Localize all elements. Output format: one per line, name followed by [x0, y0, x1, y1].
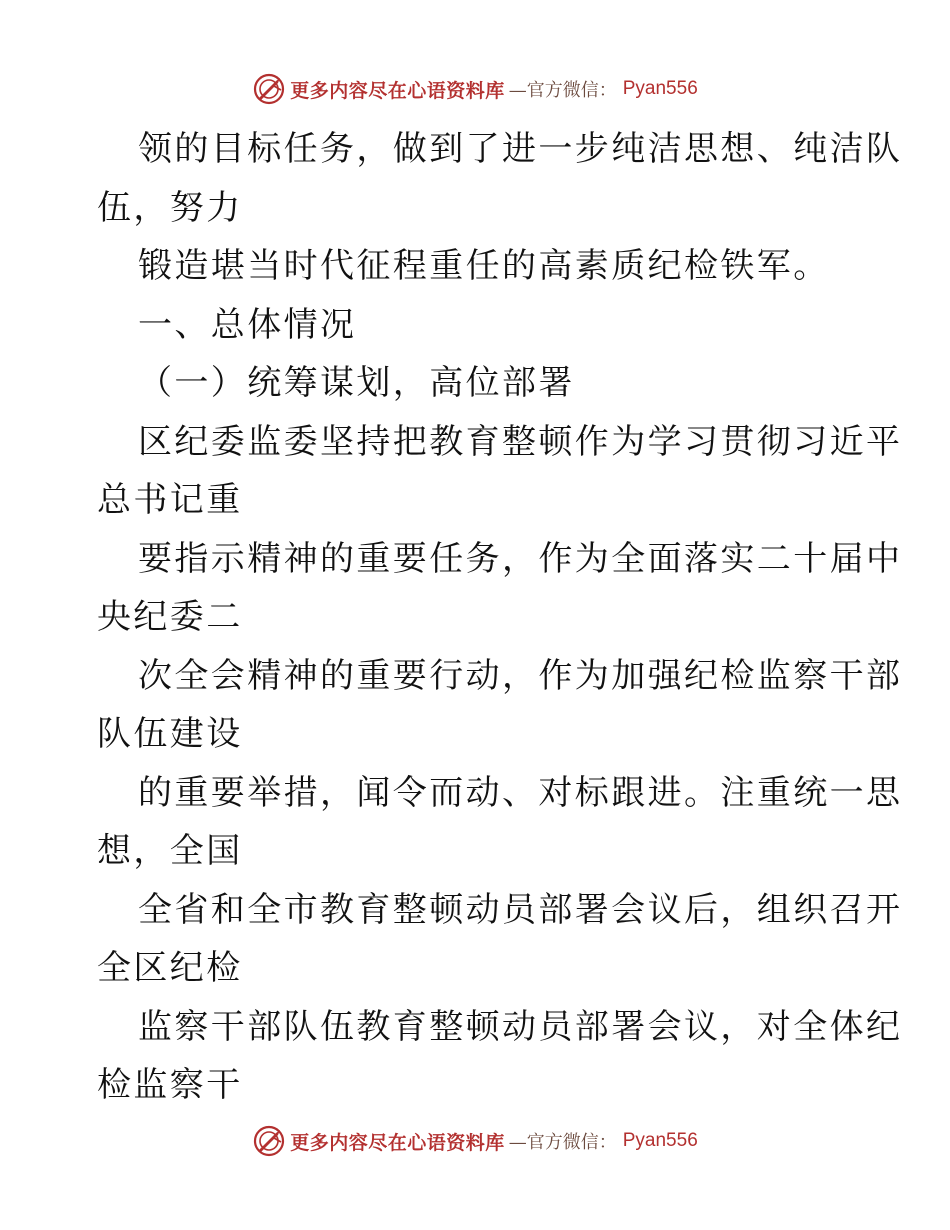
body-line: 的重要举措，闻令而动、对标跟进。注重统一思 [138, 772, 903, 813]
header-banner [0, 72, 950, 106]
body-line: 次全会精神的重要行动，作为加强纪检监察干部 [138, 655, 903, 696]
logo-icon [252, 1124, 286, 1158]
header-wechat-id: Pyan556 [622, 78, 698, 99]
body-line: 伍，努力 [97, 187, 243, 228]
logo-icon [252, 72, 286, 106]
footer-banner-dash: —官方微信： [508, 1132, 617, 1153]
footer-wechat-id: Pyan556 [622, 1130, 698, 1151]
header-banner-dash: —官方微信： [508, 80, 617, 101]
body-line: 总书记重 [97, 480, 243, 520]
body-line: 监察干部队伍教育整顿动员部署会议，对全体纪 [138, 1006, 903, 1047]
body-line: 全省和全市教育整顿动员部署会议后，组织召开 [138, 889, 903, 930]
body-line: 区纪委监委坚持把教育整顿作为学习贯彻习近平 [138, 421, 903, 462]
body-line: 要指示精神的重要任务，作为全面落实二十届中 [138, 538, 903, 579]
footer-banner [0, 1124, 950, 1158]
subsection-heading: （一）统筹谋划，高位部署 [138, 363, 575, 403]
section-heading: 一、总体情况 [138, 304, 357, 345]
body-line: 领的目标任务，做到了进一步纯洁思想、纯洁队 [138, 129, 903, 169]
body-line: 想，全国 [97, 831, 243, 871]
body-line: 检监察干 [97, 1065, 243, 1105]
document-body [97, 120, 903, 1115]
header-banner-text: 更多内容尽在心语资料库 [290, 79, 505, 102]
body-line: 央纪委二 [97, 597, 243, 637]
body-line: 锻造堪当时代征程重任的高素质纪检铁军。 [138, 246, 830, 286]
body-line: 队伍建设 [97, 714, 243, 754]
footer-banner-text: 更多内容尽在心语资料库 [290, 1131, 505, 1154]
body-line: 全区纪检 [97, 948, 243, 988]
